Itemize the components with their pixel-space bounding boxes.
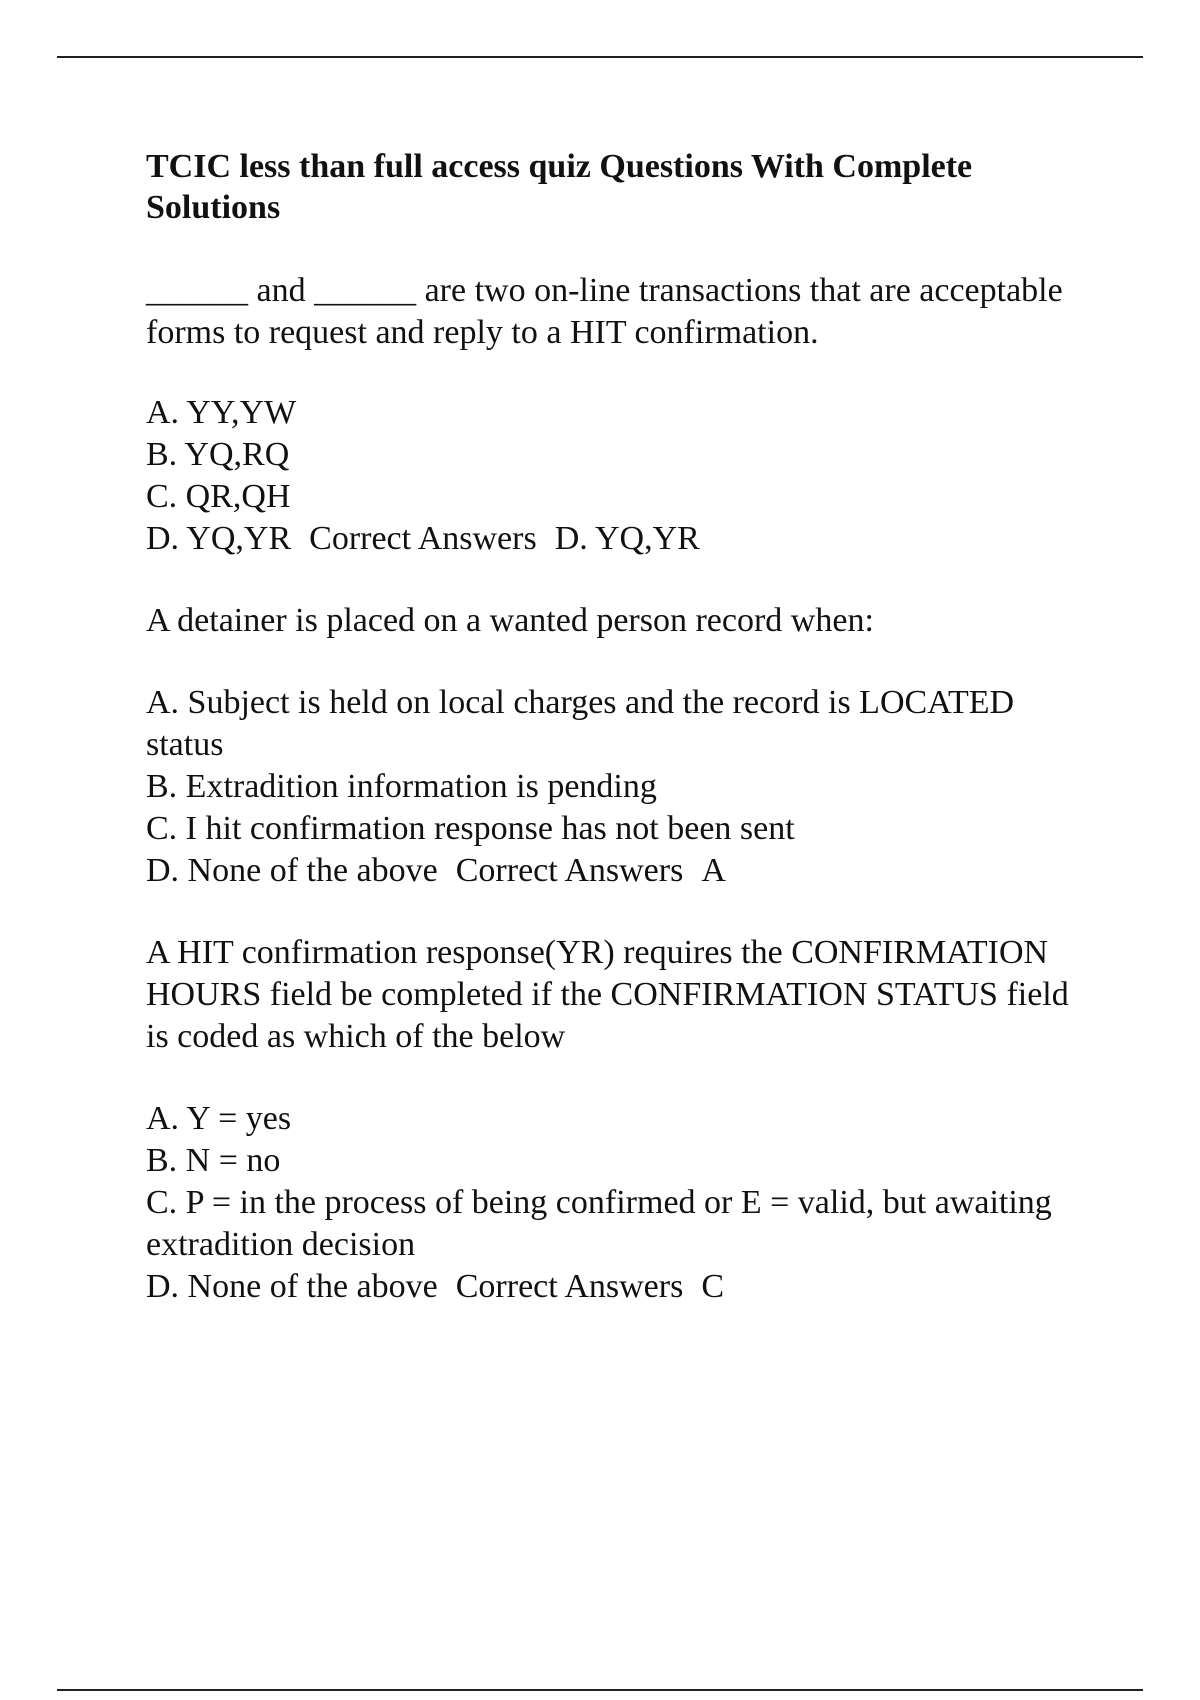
question-2-answer-label: Correct Answers xyxy=(455,852,684,889)
question-1-answer: D. YQ,YR xyxy=(554,520,700,557)
question-1 xyxy=(146,270,1086,560)
question-3-options xyxy=(146,1098,1086,1308)
question-2-option-c: C. I hit confirmation response has not been sent xyxy=(146,810,795,847)
question-3-option-b: B. N = no xyxy=(146,1142,281,1179)
question-1-option-c: C. QR,QH xyxy=(146,478,291,515)
question-2 xyxy=(146,600,1086,892)
question-2-answer: A xyxy=(701,852,726,889)
question-1-option-d-line xyxy=(146,518,1086,560)
question-2-option-a: A. Subject is held on local charges and the record is LOCATED status xyxy=(146,684,1015,763)
bottom-rule xyxy=(57,1689,1143,1691)
question-1-option-a: A. YY,YW xyxy=(146,394,297,431)
question-3-text: A HIT confirmation response(YR) requires the CONFIRMATION HOURS field be completed if the CONFIRMATION STATUS field is coded as which of the below xyxy=(146,934,1069,1055)
question-2-option-d-line xyxy=(146,850,1086,892)
question-3 xyxy=(146,932,1086,1308)
question-3-option-c: C. P = in the process of being confirmed or E = valid, but awaiting extradition decision xyxy=(146,1184,1052,1263)
question-2-option-d: D. None of the above xyxy=(146,852,438,889)
question-2-text: A detainer is placed on a wanted person record when: xyxy=(146,602,874,639)
question-1-text: ______ and ______ are two on-line transactions that are acceptable forms to request and reply to a HIT confirmation. xyxy=(146,272,1063,351)
question-3-option-d: D. None of the above xyxy=(146,1268,438,1305)
question-2-option-b: B. Extradition information is pending xyxy=(146,768,657,805)
document-body xyxy=(146,146,1086,1348)
top-rule xyxy=(57,56,1143,58)
document-title: TCIC less than full access quiz Questions With Complete Solutions xyxy=(146,148,973,226)
question-1-option-b: B. YQ,RQ xyxy=(146,436,290,473)
question-1-option-d: D. YQ,YR xyxy=(146,520,292,557)
question-3-answer-label: Correct Answers xyxy=(455,1268,684,1305)
question-3-answer: C xyxy=(701,1268,724,1305)
question-2-options xyxy=(146,682,1086,892)
question-3-option-a: A. Y = yes xyxy=(146,1100,292,1137)
question-3-option-d-line xyxy=(146,1266,1086,1308)
question-1-answer-label: Correct Answers xyxy=(309,520,537,557)
question-1-options xyxy=(146,392,1086,560)
